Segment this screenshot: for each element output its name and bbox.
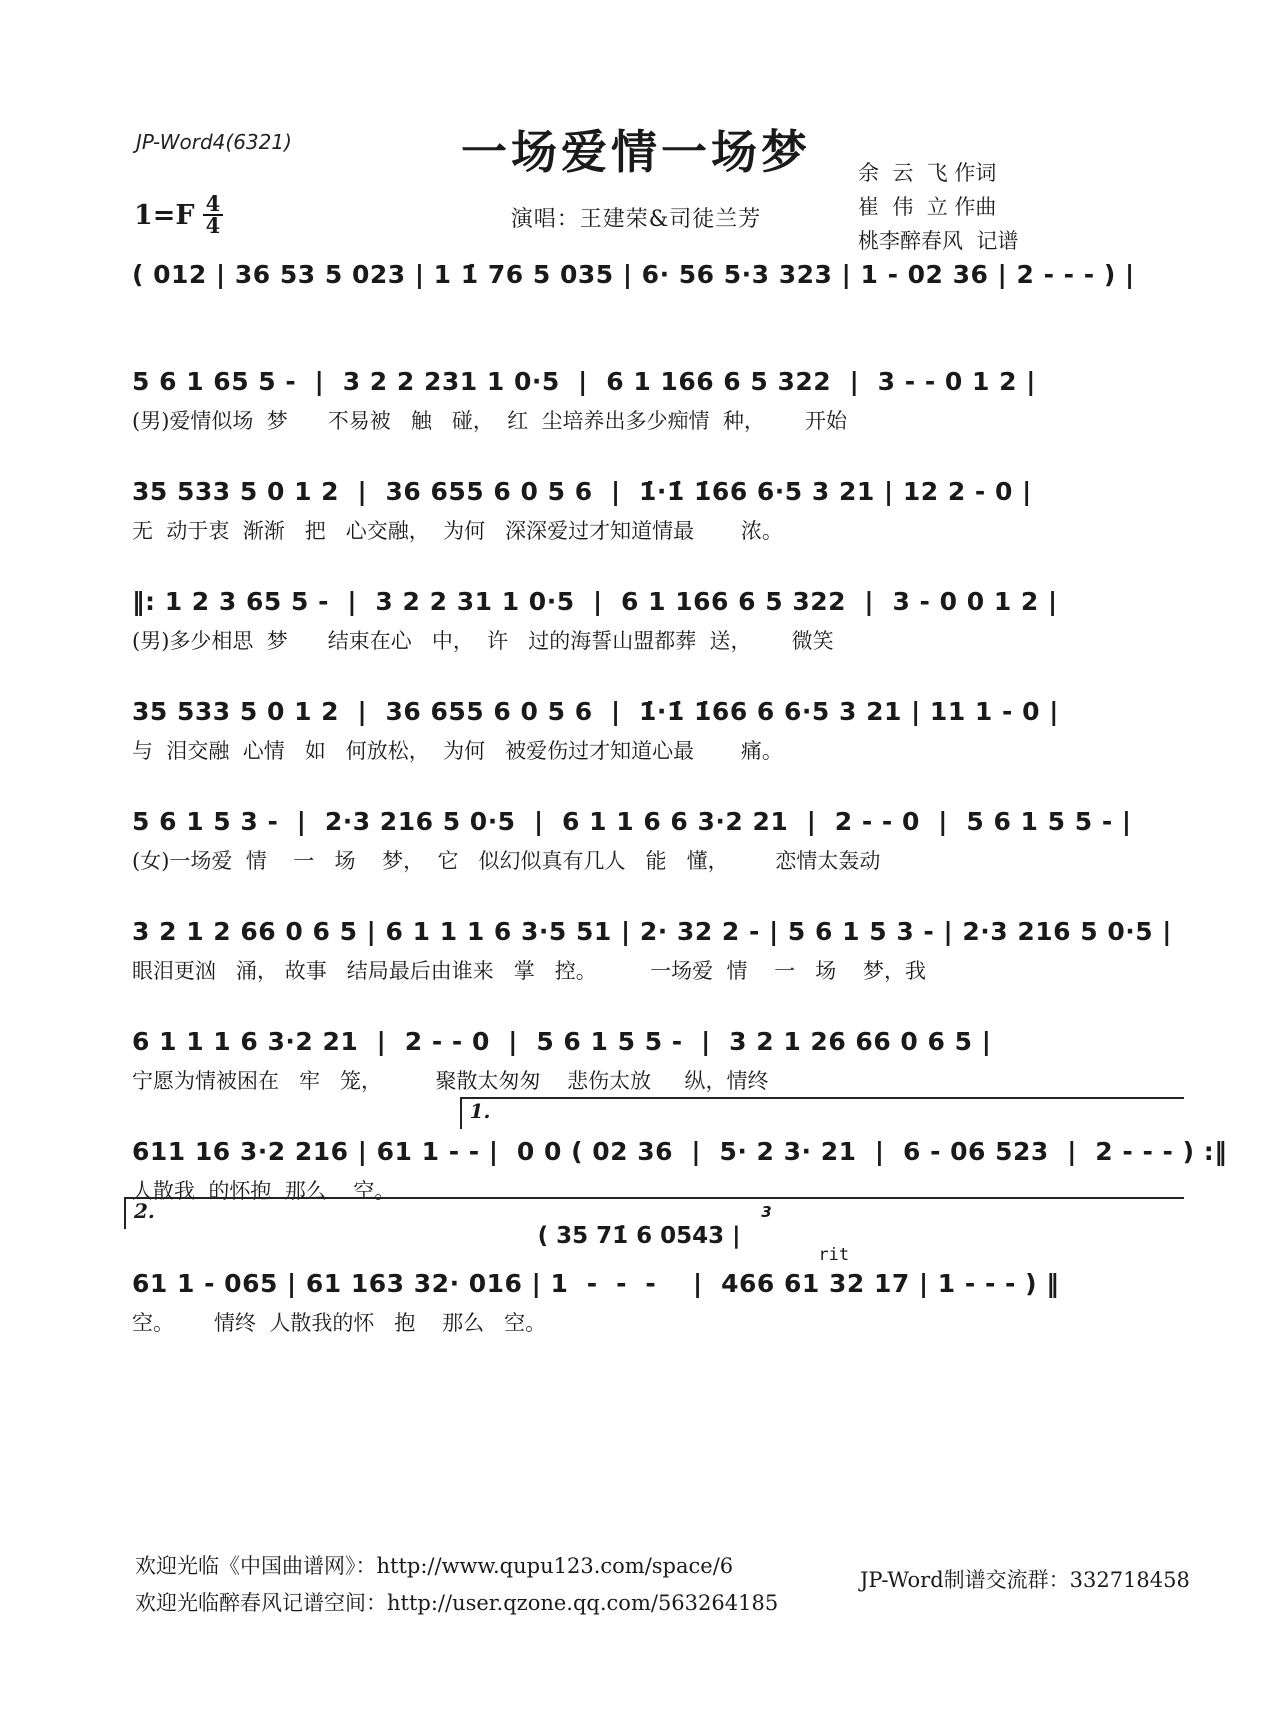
- notation-line: 5 6 1 5 3 - | 2·3 216 5 0·5 | 6 1 1 6 6 3·2 21 | 2 - - 0 | 5 6 1 5 5 - |: [132, 807, 1132, 836]
- score: [132, 260, 1228, 1379]
- notation-line: 3 2 1 2 66 0 6 5 | 6 1 1 1 6 3·5 51 | 2· 32 2 - | 5 6 1 5 3 - | 2·3 216 5 0·5 |: [132, 917, 1172, 946]
- time-signature-bottom: 4: [205, 213, 221, 238]
- lyrics-line: (男)多少相思 梦 结束在心 中， 许 过的海誓山盟都葬 送， 微笑: [132, 629, 834, 653]
- generator-label: JP-Word4(6321): [136, 130, 292, 154]
- lyrics-line: 宁愿为情被困在 牢 笼， 聚散太匆匆 悲伤太放 纵，情终: [132, 1069, 769, 1093]
- song-title: 一场爱情一场梦: [461, 125, 811, 179]
- lyrics-line: 无 动于衷 渐渐 把 心交融， 为何 深深爱过才知道情最 浓。: [132, 519, 783, 543]
- tempo-mark: rit: [818, 1245, 850, 1265]
- lyrics-line: 眼泪更汹 涌， 故事 结局最后由谁来 掌 控。 一场爱 情 一 场 梦，我: [132, 959, 926, 983]
- time-signature: [203, 191, 224, 238]
- lyrics-line: 与 泪交融 心情 如 何放松， 为何 被爱伤过才知道心最 痛。: [132, 739, 783, 763]
- score-system: [132, 807, 1172, 875]
- score-system: [132, 260, 1172, 325]
- score-system: [132, 1027, 1172, 1095]
- footer-site-line: 欢迎光临醉春风记谱空间：http://user.qzone.qq.com/563264185: [135, 1591, 779, 1615]
- notation-line: 61 1 - 065 | 61 163 32· 016 | 1 - - - | 466 61 32 17 | 1 - - - ) ‖: [132, 1269, 1060, 1298]
- notation-line: ( 012 | 36 53 5 023 | 1 1̇ 76 5 035 | 6· 56 5·3 323 | 1 - 02 36 | 2 - - - ) |: [132, 260, 1135, 289]
- volta-label: 2.: [134, 1199, 155, 1223]
- score-system: [132, 367, 1172, 435]
- key-signature: [134, 191, 223, 238]
- notation-line: 5 6 1 65 5 - | 3 2 2 231 1 0·5 | 6 1 166 6 5 322 | 3 - - 0 1 2 |: [132, 367, 1036, 396]
- credit-line: 桃李醉春风 记谱: [858, 229, 1019, 253]
- triplet-mark: 3: [761, 1203, 772, 1221]
- notation-line: 35 533 5 0 1 2 | 36 655 6 0 5 6 | 1̇·1̇ 1̇66 6·5 3 21 | 12 2 - 0 |: [132, 477, 1032, 506]
- lyrics-line: 人散我 的怀抱 那么 空。: [132, 1179, 396, 1203]
- notation-line: ‖: 1 2 3 65 5 - | 3 2 2 31 1 0·5 | 6 1 166 6 5 322 | 3 - 0 0 1 2 |: [132, 587, 1058, 616]
- lyrics-line: (男)爱情似场 梦 不易被 触 碰， 红 尘培养出多少痴情 种， 开始: [132, 409, 847, 433]
- notation-line: 6 1 1 1 6 3·2 21 | 2 - - 0 | 5 6 1 5 5 - | 3 2 1 26 66 0 6 5 |: [132, 1027, 992, 1056]
- score-system: [132, 917, 1172, 985]
- footer-site-links: [135, 1548, 778, 1622]
- score-system: [132, 1099, 1228, 1205]
- key-label: 1=F: [134, 199, 195, 231]
- credit-line: 崔 伟 立 作曲: [858, 195, 997, 219]
- volta-label: 1.: [469, 1099, 491, 1123]
- notation-line: 611 16 3·2 216 | 61 1 - - | 0 0 ( 02 36 | 5· 2 3· 21 | 6 - 06 523 | 2 - - - ) :‖: [132, 1137, 1228, 1166]
- singer-line: 演唱：王建荣&司徒兰芳: [510, 207, 762, 232]
- lyrics-line: (女)一场爱 情 一 场 梦， 它 似幻似真有几人 能 懂， 恋情太轰动: [132, 849, 881, 873]
- footer-qq-group: JP-Word制谱交流群：332718458: [860, 1568, 1190, 1592]
- score-system: [132, 697, 1172, 765]
- credit-line: 余 云 飞 作词: [858, 161, 997, 185]
- notation-line: 35 533 5 0 1 2 | 36 655 6 0 5 6 | 1̇·1̇ 1̇66 6 6·5 3 21 | 11 1 - 0 |: [132, 697, 1059, 726]
- score-system: [132, 587, 1172, 655]
- lyrics-line: [132, 298, 1172, 325]
- lyrics-line: 空。 情终 人散我的怀 抱 那么 空。: [132, 1311, 547, 1335]
- score-system: [132, 477, 1172, 545]
- score-system: [132, 1199, 1172, 1337]
- volta-bracket: [460, 1097, 1184, 1129]
- pickup-notation-line: ( 35 71̇ 6 0543 |: [537, 1223, 741, 1249]
- footer-site-line: 欢迎光临《中国曲谱网》：http://www.qupu123.com/space/6: [135, 1554, 734, 1578]
- time-signature-top: 4: [203, 194, 224, 216]
